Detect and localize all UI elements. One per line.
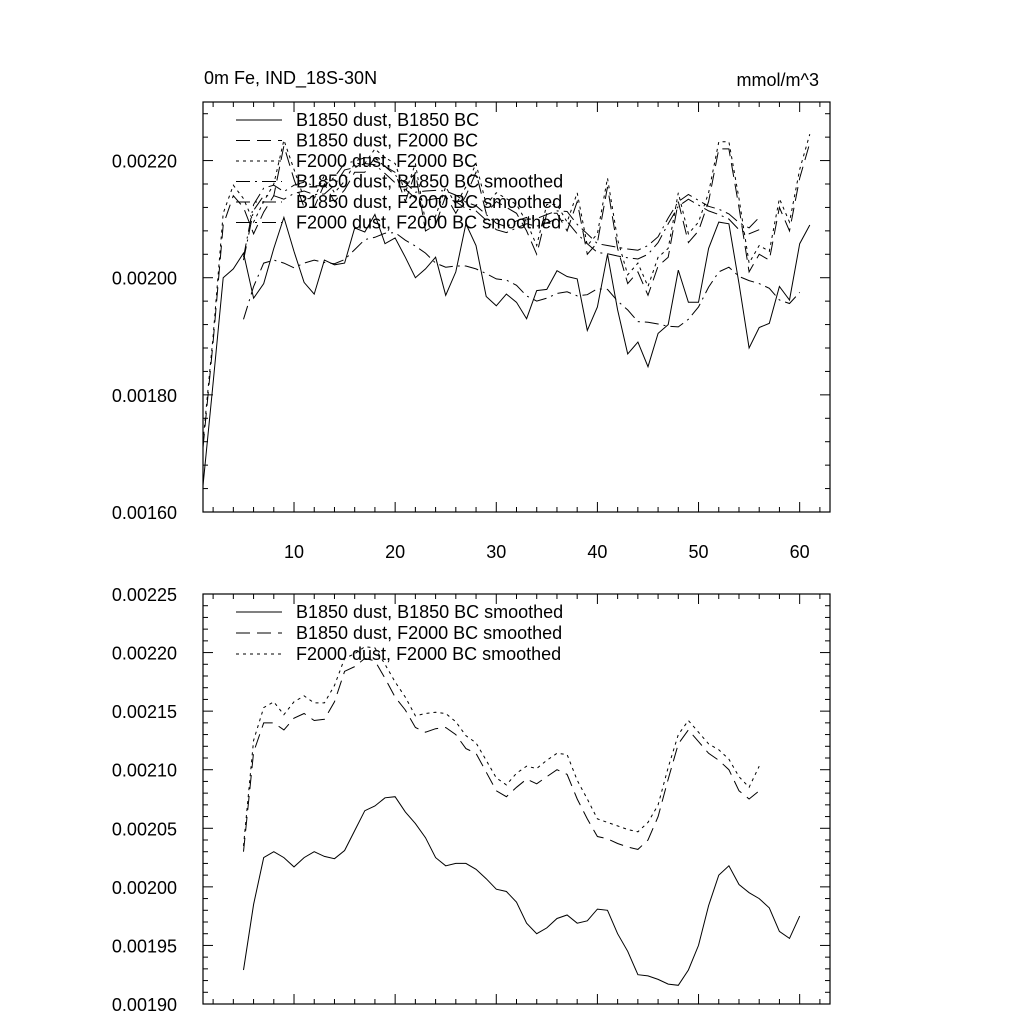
legend-entry: B1850 dust, F2000 BC xyxy=(296,130,479,151)
y-tick-label: 0.00195 xyxy=(111,936,177,957)
legend-entry: F2000 dust, F2000 BC xyxy=(296,151,478,171)
y-tick-label: 0.00220 xyxy=(111,643,177,664)
y-tick-label: 0.00180 xyxy=(111,385,177,406)
y-tick-label: 0.00215 xyxy=(111,702,177,723)
bottom-series-group xyxy=(244,647,800,986)
legend-entry: B1850 dust, B1850 BC smoothed xyxy=(296,602,564,622)
units-label: mmol/m^3 xyxy=(736,70,819,90)
top-legend xyxy=(236,110,563,233)
bottom-panel xyxy=(112,585,830,1015)
y-tick-label: 0.00190 xyxy=(111,995,177,1015)
x-tick-label: 20 xyxy=(385,542,406,562)
y-tick-label: 0.00220 xyxy=(111,151,177,172)
series-line xyxy=(244,647,760,846)
x-tick-label: 60 xyxy=(789,542,810,562)
series-line xyxy=(244,658,760,851)
legend-entry: F2000 dust, F2000 BC smoothed xyxy=(296,212,562,233)
legend-entry: F2000 dust, F2000 BC smoothed xyxy=(296,644,562,664)
top-panel xyxy=(112,68,830,562)
y-tick-label: 0.00205 xyxy=(111,819,177,840)
x-tick-label: 10 xyxy=(284,542,305,562)
series-line xyxy=(203,212,810,486)
legend-entry: B1850 dust, B1850 BC xyxy=(296,110,480,130)
y-tick-label: 0.00160 xyxy=(111,503,177,523)
chart-title: 0m Fe, IND_18S-30N xyxy=(204,68,378,88)
x-tick-label: 40 xyxy=(587,542,608,562)
y-tick-label: 0.00200 xyxy=(111,877,177,898)
x-tick-label: 50 xyxy=(688,542,709,562)
y-tick-label: 0.00225 xyxy=(111,585,177,605)
legend-entry: B1850 dust, F2000 BC smoothed xyxy=(296,192,563,212)
series-line xyxy=(244,797,800,986)
x-tick-label: 30 xyxy=(486,542,507,562)
legend-entry: B1850 dust, F2000 BC smoothed xyxy=(296,623,563,643)
legend-entry: B1850 dust, B1850 BC smoothed xyxy=(296,171,564,192)
bottom-legend xyxy=(236,602,563,664)
y-tick-label: 0.00200 xyxy=(111,268,177,289)
series-line xyxy=(244,233,800,327)
y-tick-label: 0.00210 xyxy=(111,760,177,781)
